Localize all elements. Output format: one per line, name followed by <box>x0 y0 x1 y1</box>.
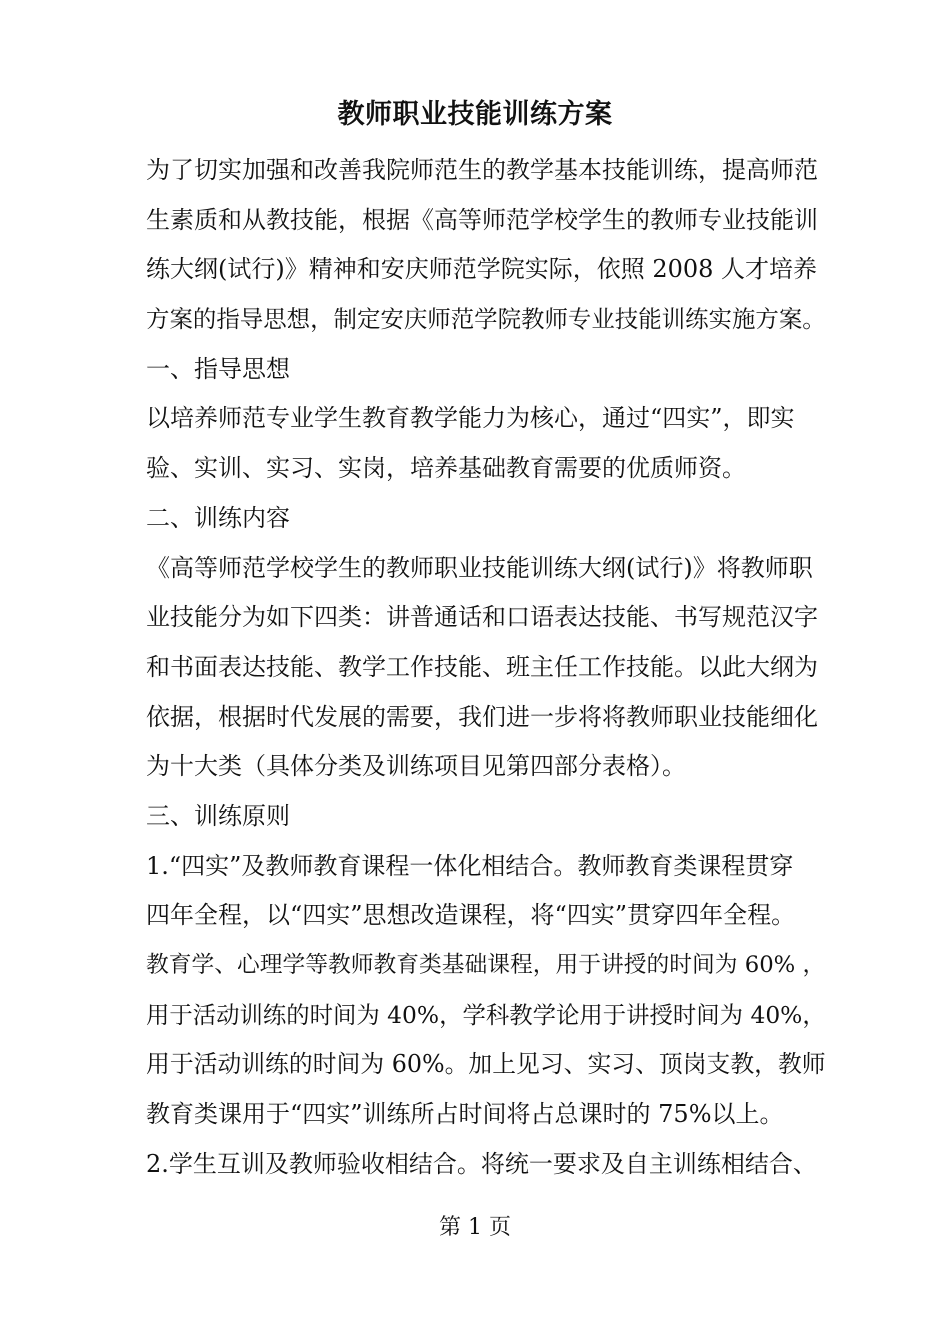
page-number: 第 1 页 <box>439 1215 511 1240</box>
body-line: 和书面表达技能、教学工作技能、班主任工作技能。以此大纲为 <box>146 652 818 681</box>
body-line: 2.学生互训及教师验收相结合。将统一要求及自主训练相结合、 <box>146 1149 817 1178</box>
body-line: 方案的指导思想，制定安庆师范学院教师专业技能训练实施方案。 <box>146 305 826 334</box>
body-line: 业技能分为如下四类：讲普通话和口语表达技能、书写规范汉字 <box>146 603 818 632</box>
body-line: 生素质和从教技能，根据《高等师范学校学生的教师专业技能训 <box>146 205 818 234</box>
body-line: 1.“四实”及教师教育课程一体化相结合。教师教育类课程贯穿 <box>146 851 794 880</box>
document-body <box>146 146 826 1189</box>
body-line: 依据，根据时代发展的需要，我们进一步将将教师职业技能细化 <box>146 702 818 731</box>
body-line: 为了切实加强和改善我院师范生的教学基本技能训练，提高师范 <box>146 156 818 184</box>
section-heading-training-content: 二、训练内容 <box>146 503 290 532</box>
body-line: 为十大类（具体分类及训练项目见第四部分表格）。 <box>146 752 686 781</box>
body-line: 教育学、心理学等教师教育类基础课程，用于讲授的时间为 60% ， <box>146 952 826 978</box>
body-line: 教育类课用于“四实”训练所占时间将占总课时的 75%以上。 <box>146 1100 784 1129</box>
body-line: 《高等师范学校学生的教师职业技能训练大纲(试行)》将教师职 <box>146 553 813 582</box>
body-line: 练大纲(试行)》精神和安庆师范学院实际，依照 2008 人才培养 <box>146 255 818 284</box>
section-heading-training-principles: 三、训练原则 <box>146 801 290 830</box>
section-heading-guiding-thought: 一、指导思想 <box>146 354 290 383</box>
body-line: 以培养师范专业学生教育教学能力为核心，通过“四实”，即实 <box>146 404 795 433</box>
body-line: 用于活动训练的时间为 40%，学科教学论用于讲授时间为 40%， <box>146 1000 826 1029</box>
body-line: 四年全程，以“四实”思想改造课程，将“四实”贯穿四年全程。 <box>146 901 796 930</box>
body-line: 验、实训、实习、实岗，培养基础教育需要的优质师资。 <box>146 454 746 483</box>
body-line: 用于活动训练的时间为 60%。加上见习、实习、顶岗支教，教师 <box>146 1050 826 1079</box>
document-title: 教师职业技能训练方案 <box>337 99 613 130</box>
